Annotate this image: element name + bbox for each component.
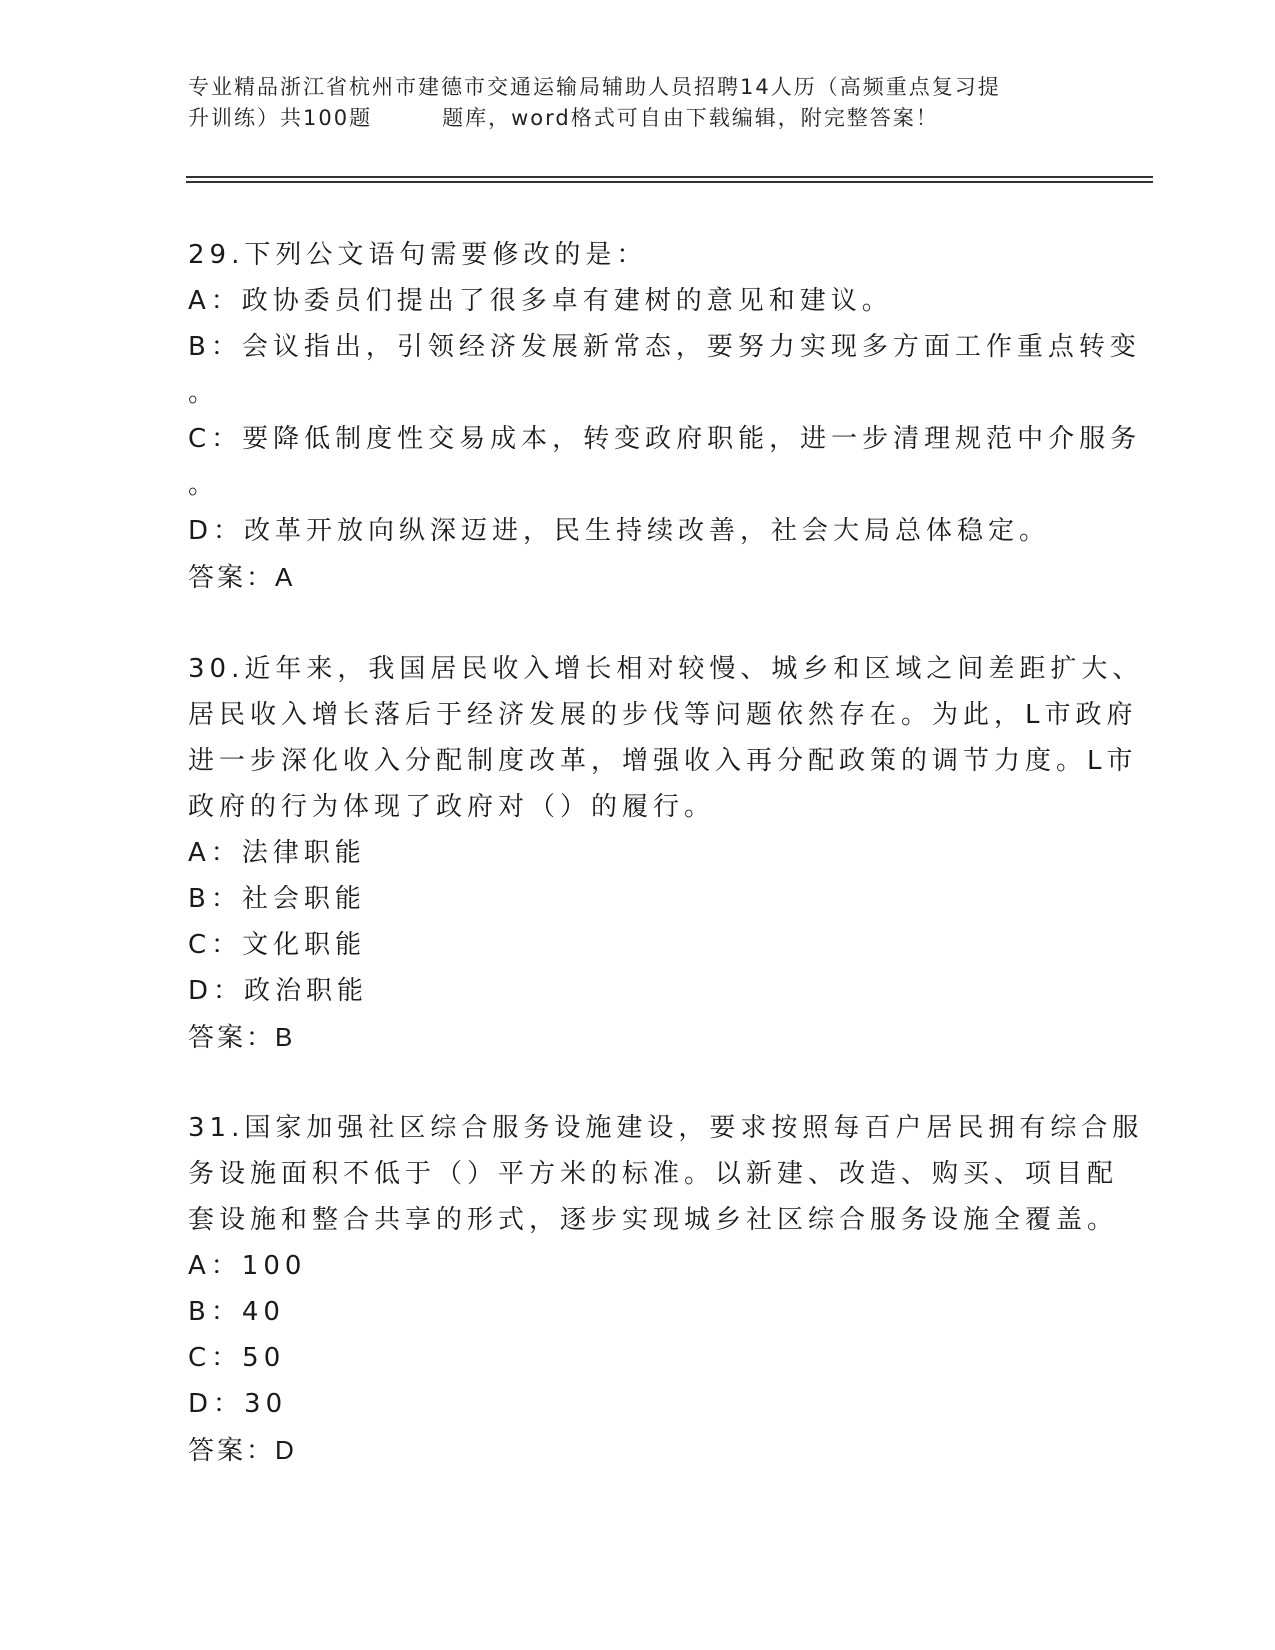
option-d: D：30 — [188, 1389, 288, 1419]
header-title-part-a: 升训练）共100题 — [188, 106, 373, 130]
question-30 — [188, 646, 1144, 1060]
header-title-line-1: 专业精品浙江省杭州市建德市交通运输局辅助人员招聘14人历（高频重点复习提 — [188, 75, 1001, 99]
option-d: D：政治职能 — [188, 976, 369, 1006]
answer-line: 答案：D — [188, 1435, 297, 1465]
question-stem-line: 政府的行为体现了政府对（）的履行。 — [188, 792, 716, 822]
question-29 — [188, 232, 1142, 600]
option-a: A：政协委员们提出了很多卓有建树的意见和建议。 — [188, 286, 893, 316]
question-stem-line: 30.近年来，我国居民收入增长相对较慢、城乡和区域之间差距扩大、 — [188, 654, 1144, 684]
question-stem-line: 居民收入增长落后于经济发展的步伐等问题依然存在。为此，L市政府 — [188, 700, 1138, 730]
option-a: A：法律职能 — [188, 838, 366, 868]
header-title-line-2 — [188, 103, 1088, 134]
option-c-continuation: 。 — [188, 470, 220, 500]
option-b-continuation: 。 — [188, 378, 220, 408]
document-header — [188, 72, 1088, 134]
answer-line: 答案：B — [188, 1022, 296, 1052]
option-c: C：50 — [188, 1343, 286, 1373]
header-divider-top — [186, 176, 1153, 178]
option-c: C：文化职能 — [188, 930, 367, 960]
option-c: C：要降低制度性交易成本，转变政府职能，进一步清理规范中介服务 — [188, 424, 1142, 454]
option-b: B：40 — [188, 1297, 285, 1327]
option-b: B：会议指出，引领经济发展新常态，要努力实现多方面工作重点转变 — [188, 332, 1141, 362]
question-stem-line: 务设施面积不低于（）平方米的标准。以新建、改造、购买、项目配 — [188, 1159, 1119, 1189]
header-title-part-b: 题库，word格式可自由下载编辑，附完整答案！ — [442, 106, 939, 130]
question-stem-line: 31.国家加强社区综合服务设施建设，要求按照每百户居民拥有综合服 — [188, 1113, 1144, 1143]
question-stem-line: 进一步深化收入分配制度改革，增强收入再分配政策的调节力度。L市 — [188, 746, 1138, 776]
option-a: A：100 — [188, 1251, 307, 1281]
question-stem-line: 29.下列公文语句需要修改的是： — [188, 240, 648, 270]
header-divider-bottom — [186, 181, 1153, 183]
question-stem-line: 套设施和整合共享的形式，逐步实现城乡社区综合服务设施全覆盖。 — [188, 1205, 1119, 1235]
question-31 — [188, 1105, 1144, 1473]
answer-line: 答案：A — [188, 562, 296, 592]
option-d: D：改革开放向纵深迈进，民生持续改善，社会大局总体稳定。 — [188, 516, 1051, 546]
option-b: B：社会职能 — [188, 884, 366, 914]
